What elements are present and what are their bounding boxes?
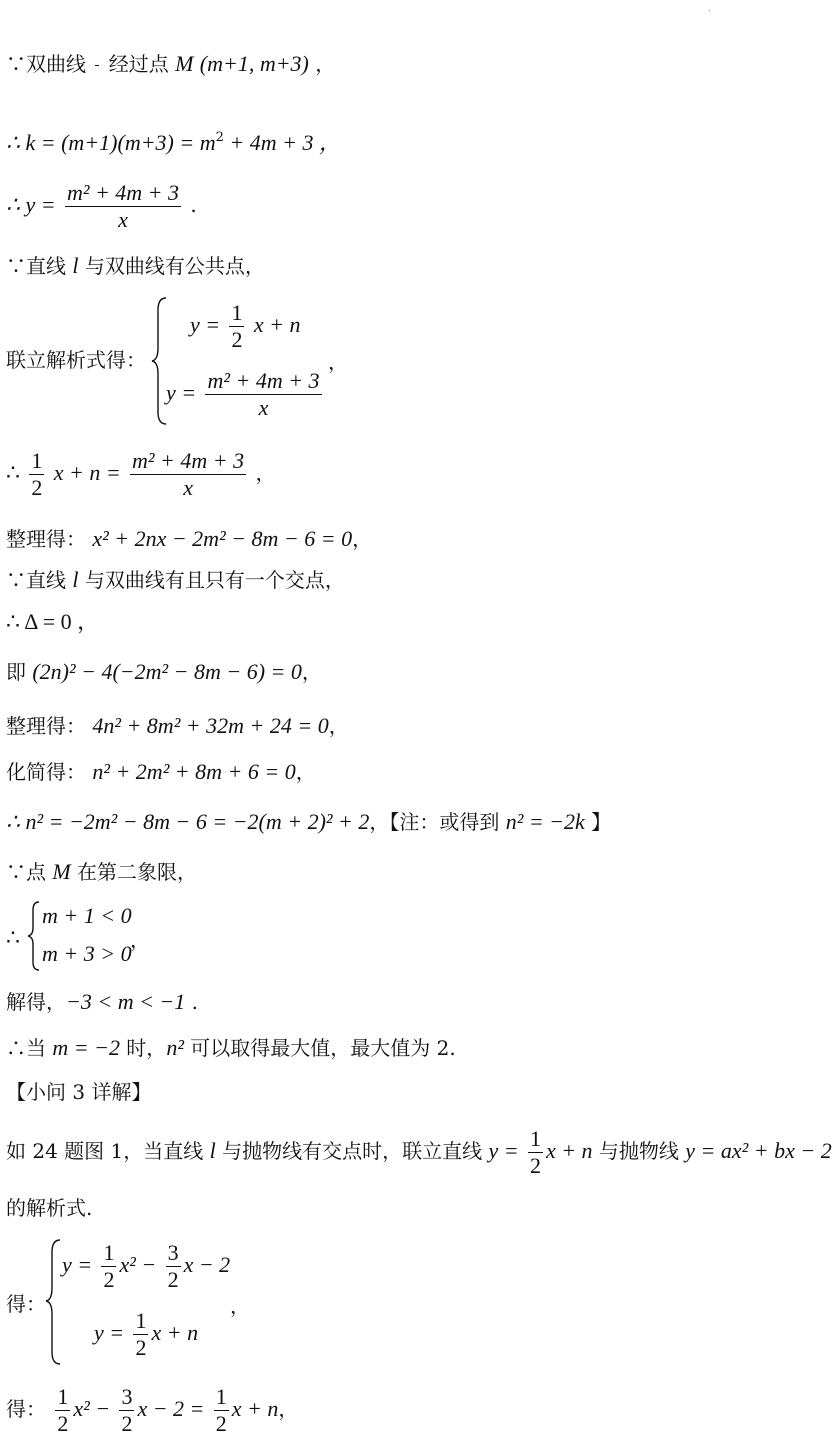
fraction (205, 368, 321, 421)
fraction-numerator: 1 (215, 1384, 227, 1409)
fraction-numerator: m² + 4m + 3 (207, 368, 320, 393)
math: M (52, 859, 71, 884)
superscript: 2 (215, 130, 224, 145)
text: . (190, 193, 197, 217)
system-label: 得： (6, 1292, 46, 1316)
fraction (166, 1240, 181, 1293)
fraction-numerator: 1 (31, 448, 43, 473)
line-discriminant-zero (6, 610, 99, 634)
text: 可以取得最大值，最大值为 2. (183, 1036, 456, 1060)
math: (m+1, m+3) (199, 51, 309, 76)
fraction (29, 448, 44, 501)
line-simplified-1 (6, 714, 349, 738)
line-common-point (6, 254, 265, 278)
left-brace-icon (44, 1238, 64, 1366)
math: x² + 2nx − 2m² − 8m − 6 = 0 (92, 526, 353, 551)
fraction-numerator: m² + 4m + 3 (132, 448, 245, 473)
line-second-quadrant (6, 860, 197, 884)
math: x² − (73, 1396, 111, 1421)
text: 即 (6, 660, 33, 684)
math: x + n (151, 1320, 199, 1345)
text: 与抛物线 (592, 1139, 686, 1163)
system-row-2 (94, 1308, 198, 1361)
fraction-denominator: 2 (121, 1411, 133, 1436)
text: 整理得： (6, 714, 86, 738)
fraction-denominator: 2 (57, 1411, 69, 1436)
math: x + n (253, 312, 301, 337)
text: 与双曲线有且只有一个交点， (78, 568, 345, 592)
math: 4n² + 8m² + 32m + 24 = 0 (92, 713, 329, 738)
fraction-denominator: x (118, 207, 128, 232)
system-row-2 (166, 368, 325, 421)
line-maximum-value (6, 1036, 456, 1060)
line-y-expression (6, 180, 197, 233)
text: 得： (6, 1397, 46, 1421)
header-mark: · (708, 6, 712, 17)
line-final-equation (6, 1384, 298, 1437)
therefore-symbol: ∴ (6, 925, 20, 950)
section-heading: 【小问 3 详解】 (6, 1080, 152, 1104)
punctuation: ， (130, 928, 150, 952)
fraction-numerator: m² + 4m + 3 (66, 180, 180, 205)
math: x + n = (53, 460, 121, 485)
text: ， (255, 461, 276, 485)
math: + 4m + 3 ， (223, 130, 341, 155)
text: 与双曲线有公共点， (78, 254, 265, 278)
math: ∴ k = (m+1)(m+3) = m (6, 130, 216, 155)
text: 化简得： (6, 760, 86, 784)
fraction (130, 448, 246, 501)
line-analytic-expression: 的解析式. (6, 1196, 93, 1220)
text: ， (301, 660, 322, 684)
math: (2n)² − 4(−2m² − 8m − 6) = 0 (32, 659, 302, 684)
text: 在第二象限， (70, 860, 198, 884)
system-label: 联立解析式得： (6, 348, 146, 372)
inequality-row-2: m + 3 > 0 (42, 941, 132, 966)
punctuation: ， (230, 1294, 250, 1318)
left-brace-icon (26, 900, 42, 972)
math: n² + 2m² + 8m + 6 = 0 (92, 759, 296, 784)
fraction-numerator: 3 (121, 1384, 133, 1409)
fraction-numerator: 1 (103, 1240, 115, 1265)
line-rearranged (6, 527, 372, 551)
fraction-numerator (95, 65, 99, 66)
text: ∵直线 (6, 254, 73, 278)
fraction-denominator: 2 (215, 1411, 227, 1436)
math: n² (166, 1035, 184, 1060)
text: ∵直线 (6, 568, 73, 592)
math: y = (190, 312, 221, 337)
math: ∴ y = (6, 192, 56, 217)
text: ， (278, 1397, 299, 1421)
math: y = (94, 1320, 125, 1345)
line-n-squared (6, 810, 611, 834)
text: 】 (584, 810, 612, 834)
line-simplified-2 (6, 760, 316, 784)
math: ∴ Δ = 0 ， (6, 609, 100, 634)
text: ， (295, 760, 316, 784)
line-k-expression (6, 126, 341, 155)
text: 时， (119, 1036, 167, 1060)
math: ∴ n² = −2m² − 8m − 6 = −2(m + 2)² + 2 (6, 809, 370, 834)
fraction (133, 1308, 148, 1361)
text: ， (328, 714, 349, 738)
line-parabola-intersection (6, 1126, 832, 1179)
math: l (209, 1138, 216, 1163)
fraction (95, 65, 99, 66)
fraction (229, 300, 244, 353)
fraction-numerator: 3 (167, 1240, 179, 1265)
text: 经过点 (108, 52, 176, 76)
line-solution-range (6, 990, 198, 1014)
fraction-denominator: x (183, 475, 193, 500)
text: ∴当 (6, 1036, 53, 1060)
line-unique-intersection (6, 568, 345, 592)
inequality-row-1: m + 1 < 0 (42, 903, 132, 928)
math: x + n (545, 1138, 593, 1163)
math: y = (62, 1252, 93, 1277)
text: ∵双曲线 (6, 52, 93, 76)
fraction (528, 1126, 543, 1179)
math: l (72, 253, 79, 278)
math: x² − (119, 1252, 157, 1277)
text: 如 24 题图 1，当直线 (6, 1139, 210, 1163)
fraction-denominator: 2 (31, 475, 43, 500)
fraction (119, 1384, 134, 1437)
text: 与抛物线有交点时，联立直线 (215, 1139, 489, 1163)
fraction-numerator: 1 (57, 1384, 69, 1409)
math: y = ax² + bx − 2 (685, 1138, 832, 1163)
line-combined-equation (6, 448, 275, 501)
math: −3 < m < −1 (66, 989, 186, 1014)
fraction-numerator: 1 (135, 1308, 147, 1333)
system-row-1 (62, 1240, 230, 1293)
line-hyperbola-passes-point (6, 52, 335, 76)
text: 整理得： (6, 527, 86, 551)
math: x − 2 (183, 1252, 231, 1277)
fraction (55, 1384, 70, 1437)
fraction-denominator: x (258, 395, 269, 420)
text: 解得， (6, 990, 66, 1014)
fraction-denominator: 2 (167, 1267, 179, 1292)
text: ， (315, 52, 336, 76)
punctuation: ， (328, 350, 348, 374)
fraction-numerator: 1 (529, 1126, 541, 1151)
fraction (101, 1240, 116, 1293)
system-row-1 (190, 300, 300, 353)
math: m = −2 (52, 1035, 120, 1060)
fraction (65, 180, 181, 233)
math: l (72, 567, 79, 592)
math: ∴ (6, 460, 20, 485)
text: ， (352, 527, 373, 551)
text: . (185, 990, 198, 1014)
fraction-numerator: 1 (231, 300, 243, 325)
point-label: M (175, 51, 194, 76)
math: y = (488, 1138, 519, 1163)
line-discriminant-expanded (6, 660, 322, 684)
math: x + n (231, 1396, 279, 1421)
text: ∵点 (6, 860, 53, 884)
text: ，【注：或得到 (369, 810, 506, 834)
fraction-denominator: 2 (529, 1153, 541, 1178)
math: x − 2 = (137, 1396, 205, 1421)
fraction-denominator: 2 (135, 1335, 147, 1360)
fraction-denominator: 2 (231, 327, 243, 352)
math: n² = −2k (505, 809, 585, 834)
fraction-denominator: 2 (103, 1267, 115, 1292)
fraction (214, 1384, 229, 1437)
math: y = (166, 380, 197, 405)
